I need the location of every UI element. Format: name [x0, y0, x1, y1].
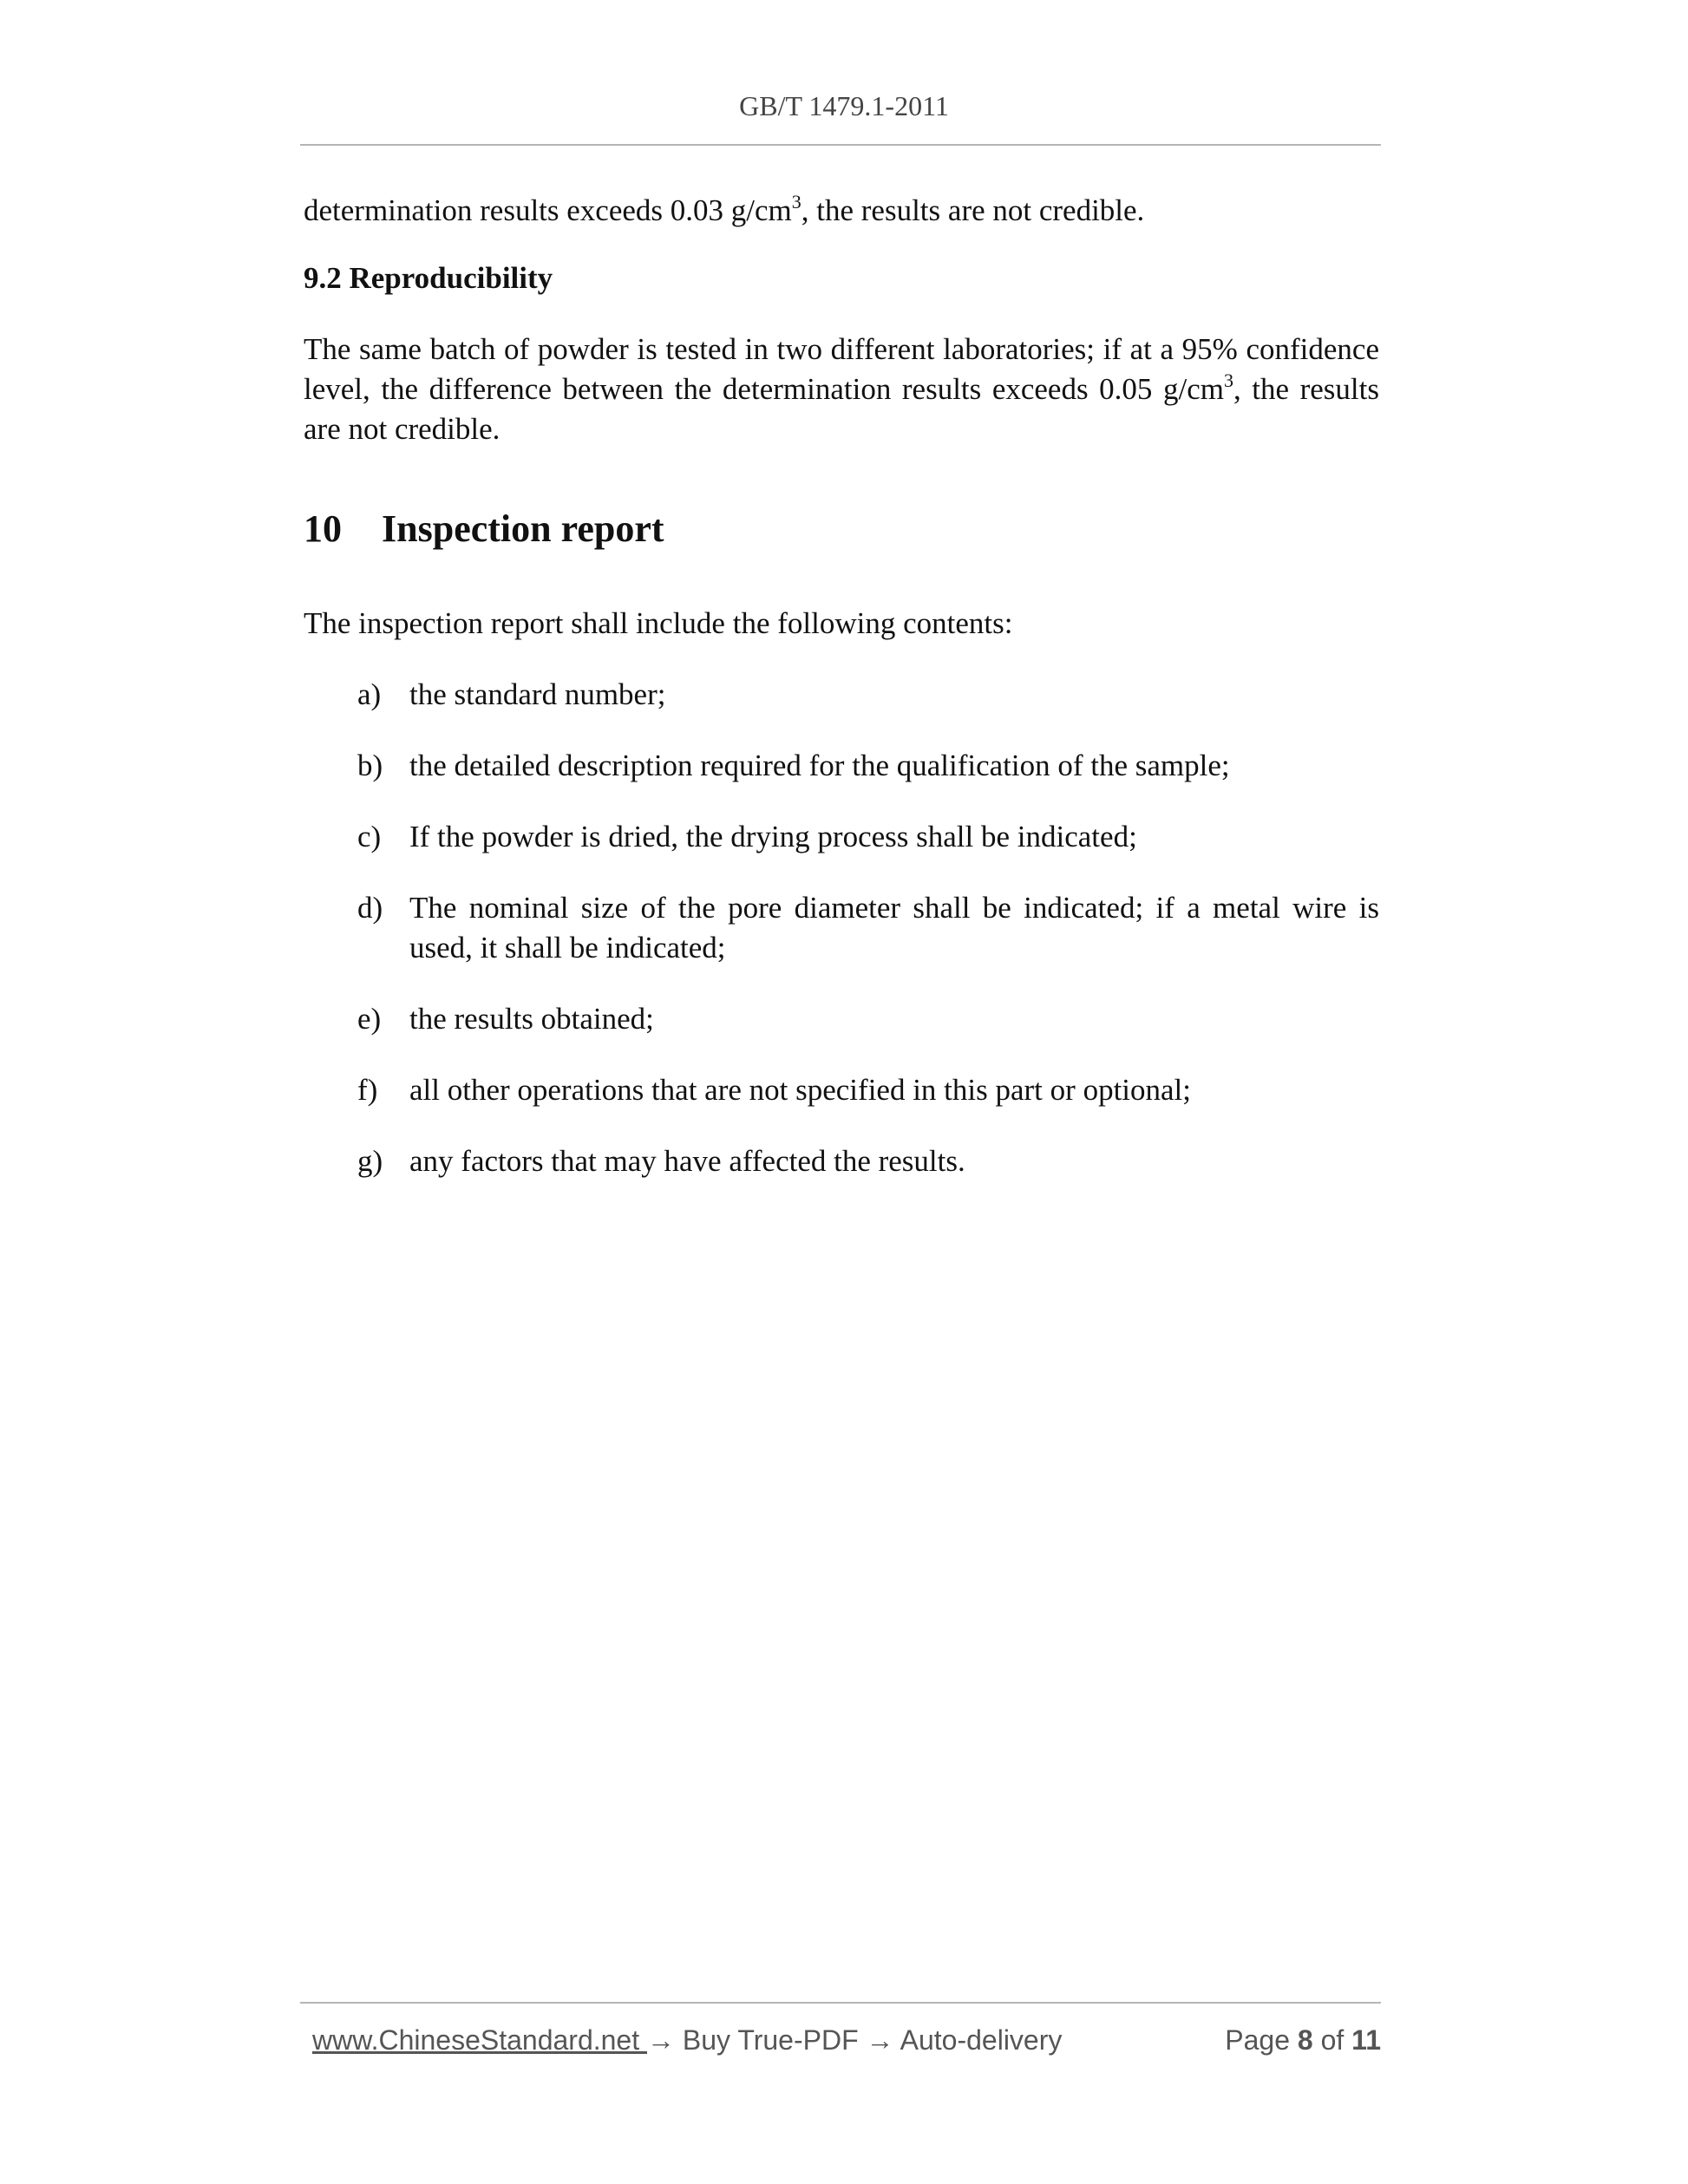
list-marker: a) [357, 677, 382, 711]
list-marker: d) [357, 891, 383, 925]
continuation-text: determination results exceeds 0.03 g/cm [304, 193, 792, 227]
list-marker: g) [357, 1144, 383, 1178]
buy-text: Buy True-PDF [675, 2024, 867, 2056]
section-heading-10 [304, 505, 1379, 553]
list-item-text: the standard number; [409, 677, 666, 711]
reproducibility-paragraph [304, 330, 1379, 449]
arrow-right-icon: → [647, 2024, 675, 2056]
list-marker: e) [357, 1002, 382, 1036]
of-label: of [1312, 2024, 1352, 2056]
list-marker: c) [357, 820, 382, 853]
list-item [304, 888, 1379, 968]
list-item-text: If the powder is dried, the drying process shall be indicated; [409, 820, 1137, 853]
continuation-tail: , the results are not credible. [801, 193, 1145, 227]
intro-paragraph: The inspection report shall include the following contents: [304, 606, 1013, 640]
continuation-paragraph [304, 191, 1379, 231]
page-footer [312, 2024, 1381, 2063]
contents-list [304, 675, 1379, 1181]
list-item [304, 1070, 1379, 1110]
reproducibility-text: The same batch of powder is tested in two different laboratories; if at a 95% confidence level, the difference between the determination results exceeds 0.05 g/cm [304, 332, 1379, 406]
list-item [304, 675, 1379, 715]
reproducibility-tail: , the results are not credible. [304, 372, 1379, 446]
page-total: 11 [1351, 2024, 1381, 2056]
delivery-text: Auto-delivery [893, 2024, 1063, 2056]
website-link[interactable]: www.ChineseStandard.net [312, 2024, 647, 2056]
list-marker: b) [357, 749, 383, 782]
list-marker: f) [357, 1073, 378, 1107]
footer-divider [300, 2002, 1381, 2004]
page-content [304, 191, 1379, 1213]
list-item-text: the detailed description required for the qualification of the sample; [409, 749, 1230, 782]
section-number: 10 [304, 507, 342, 550]
arrow-right-icon: → [866, 2024, 894, 2056]
superscript: 3 [1223, 369, 1233, 391]
header-divider [300, 144, 1381, 146]
superscript: 3 [791, 191, 801, 213]
list-item [304, 817, 1379, 857]
list-item-text: The nominal size of the pore diameter shall be indicated; if a metal wire is used, it shall be indicated; [409, 891, 1379, 964]
document-code-header: GB/T 1479.1-2011 [739, 90, 949, 121]
page-counter [1225, 2024, 1381, 2056]
list-item [304, 1141, 1379, 1181]
section-title: Inspection report [382, 507, 664, 550]
page-number: 8 [1297, 2024, 1313, 2056]
page-label: Page [1225, 2024, 1298, 2056]
list-item [304, 746, 1379, 786]
list-item [304, 999, 1379, 1039]
list-item-text: any factors that may have affected the results. [409, 1144, 965, 1178]
footer-promo [312, 2024, 1062, 2056]
list-item-text: all other operations that are not specified in this part or optional; [409, 1073, 1191, 1107]
section-heading-9-2: 9.2 Reproducibility [304, 261, 553, 295]
list-item-text: the results obtained; [409, 1002, 654, 1036]
